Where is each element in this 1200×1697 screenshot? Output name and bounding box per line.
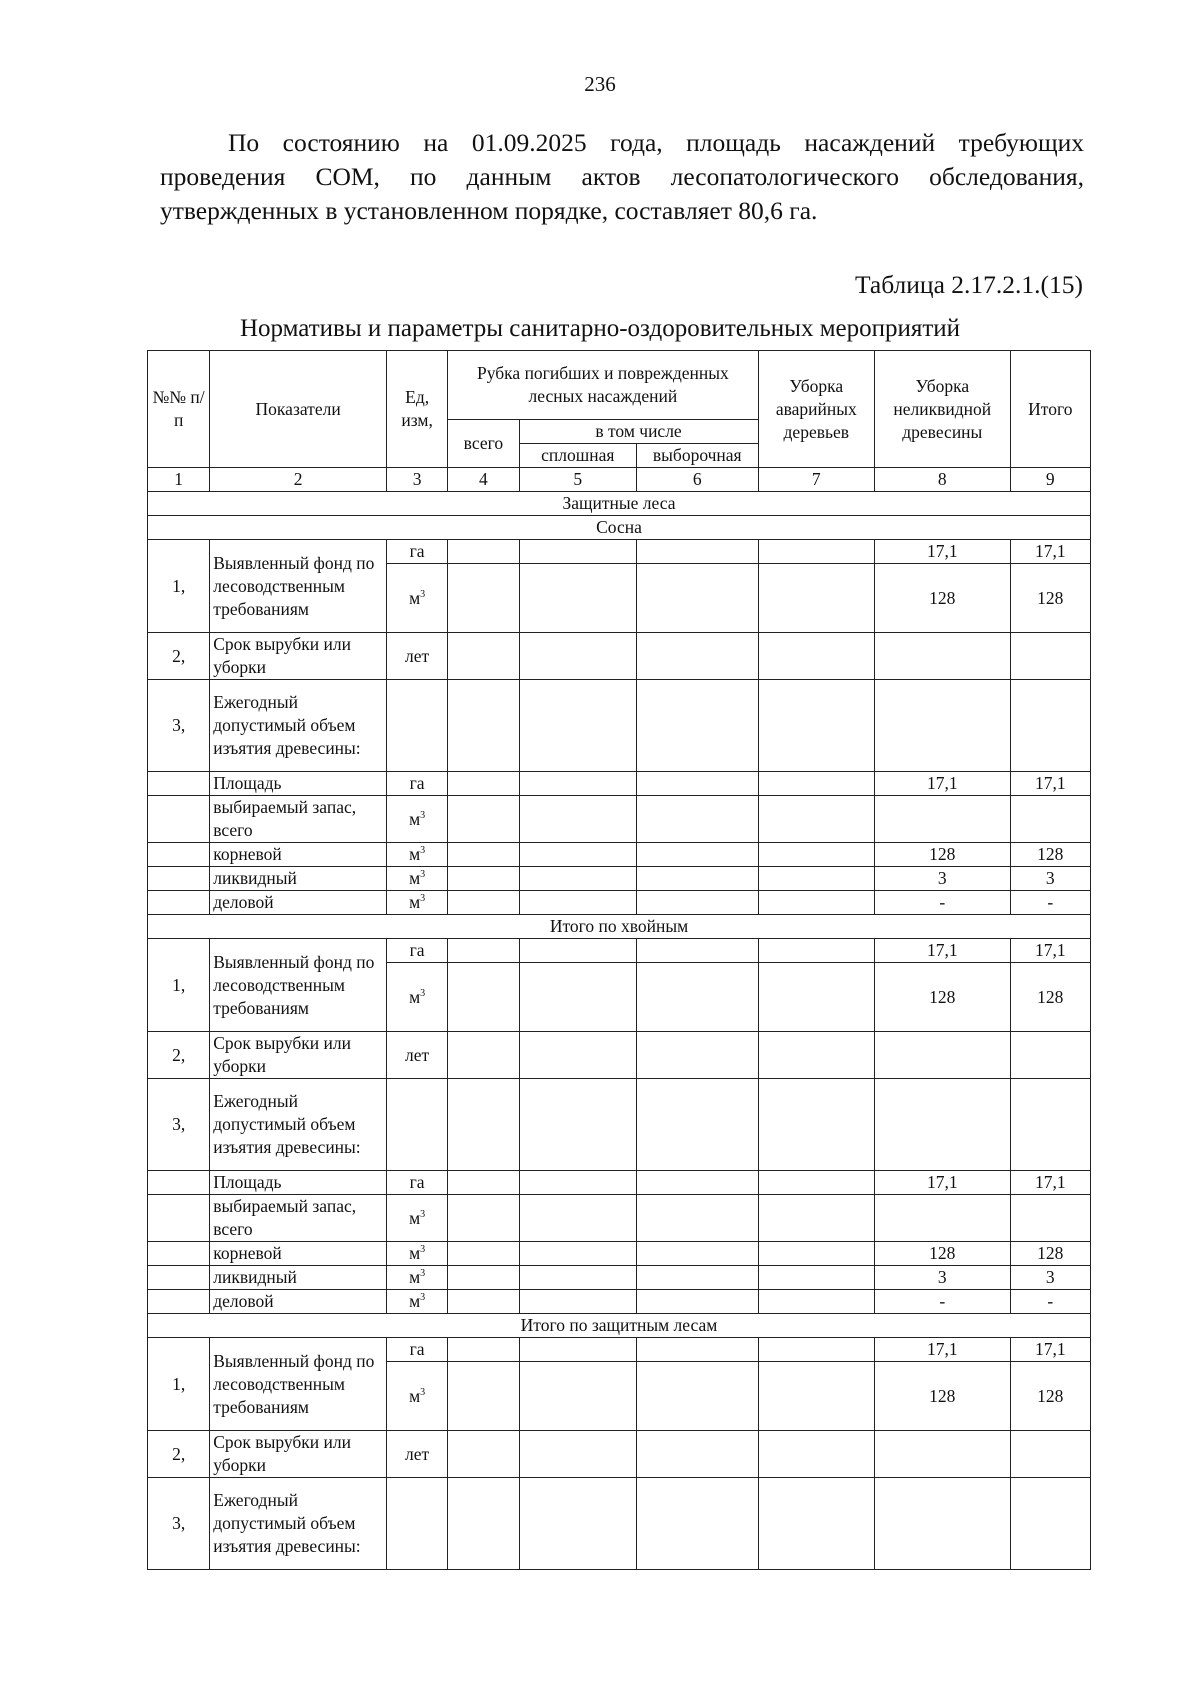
unit-m3: $м^3$ [386, 564, 447, 633]
value-total: 17,1 [1010, 1171, 1090, 1195]
row-label-liquid: ликвидный [210, 1266, 387, 1290]
row-label-stock: выбираемый запас, всего [210, 796, 387, 843]
unit-years: лет [386, 633, 447, 680]
value-total: - [1010, 891, 1090, 915]
row-label-root: корневой [210, 1242, 387, 1266]
row-number: 2, [148, 633, 210, 680]
header-total-all: всего [448, 420, 519, 468]
value-illiquid: 17,1 [875, 939, 1011, 963]
unit-ha: га [386, 1338, 447, 1362]
row-label-term: Срок вырубки или уборки [210, 1431, 387, 1478]
row-label-fund: Выявленный фонд по лесоводственным требованиям [210, 939, 387, 1032]
col-number: 4 [448, 468, 519, 492]
unit-m3: $м^3$ [386, 1362, 447, 1431]
unit-m3: $м^3$ [386, 1290, 447, 1314]
value-total: 128 [1010, 1362, 1090, 1431]
section-protective-forests: Защитные леса [148, 492, 1091, 516]
value-illiquid: 17,1 [875, 540, 1011, 564]
page-number: 236 [584, 72, 616, 96]
header-num: №№ п/п [148, 351, 210, 468]
row-number: 3, [148, 680, 210, 772]
row-label-annual: Ежегодный допустимый объем изъятия древесины: [210, 680, 387, 772]
row-label-root: корневой [210, 843, 387, 867]
value-total: 17,1 [1010, 939, 1090, 963]
unit-m3: $м^3$ [386, 867, 447, 891]
value-total: 17,1 [1010, 540, 1090, 564]
unit-m3: $м^3$ [386, 1242, 447, 1266]
value-illiquid: 128 [875, 1242, 1011, 1266]
value-total: 3 [1010, 867, 1090, 891]
row-number: 1, [148, 1338, 210, 1431]
row-label-area: Площадь [210, 1171, 387, 1195]
row-label-stock: выбираемый запас, всего [210, 1195, 387, 1242]
row-label-term: Срок вырубки или уборки [210, 633, 387, 680]
row-label-annual: Ежегодный допустимый объем изъятия древесины: [210, 1079, 387, 1171]
unit-m3: $м^3$ [386, 891, 447, 915]
col-number: 2 [210, 468, 387, 492]
row-number: 1, [148, 540, 210, 633]
value-illiquid: 3 [875, 1266, 1011, 1290]
value-illiquid: 128 [875, 963, 1011, 1032]
unit-ha: га [386, 1171, 447, 1195]
value-illiquid: 128 [875, 1362, 1011, 1431]
unit-ha: га [386, 939, 447, 963]
col-number: 3 [386, 468, 447, 492]
intro-paragraph: По состоянию на 01.09.2025 года, площадь насаждений требующих проведения СОМ, по данным актов лесопатологического обследования, утвержденных в установленном порядке, составляет 80,6 га. [160, 128, 1084, 225]
unit-m3: $м^3$ [386, 1266, 447, 1290]
row-label-annual: Ежегодный допустимый объем изъятия древесины: [210, 1478, 387, 1570]
section-total-protective: Итого по защитным лесам [148, 1314, 1091, 1338]
norms-table [147, 350, 1091, 1570]
col-number: 5 [519, 468, 636, 492]
header-felling: Рубка погибших и поврежденных лесных насаждений [448, 351, 758, 420]
value-illiquid: 3 [875, 867, 1011, 891]
row-label-fund: Выявленный фонд по лесоводственным требованиям [210, 540, 387, 633]
value-illiquid: 17,1 [875, 1338, 1011, 1362]
value-total: 17,1 [1010, 1338, 1090, 1362]
value-total: 128 [1010, 564, 1090, 633]
row-number: 3, [148, 1478, 210, 1570]
table-number: Таблица 2.17.2.1.(15) [854, 270, 1083, 299]
col-number: 7 [758, 468, 874, 492]
unit-years: лет [386, 1431, 447, 1478]
header-emergency: Уборка аварийных деревьев [758, 351, 874, 468]
section-total-conifers: Итого по хвойным [148, 915, 1091, 939]
unit-ha: га [386, 540, 447, 564]
col-number: 1 [148, 468, 210, 492]
value-total: 128 [1010, 963, 1090, 1032]
unit-m3: $м^3$ [386, 1195, 447, 1242]
header-selective: выборочная [637, 444, 759, 468]
header-unit: Ед, изм, [386, 351, 447, 468]
section-pine: Сосна [148, 516, 1091, 540]
value-total: 3 [1010, 1266, 1090, 1290]
col-number: 9 [1010, 468, 1090, 492]
unit-m3: $м^3$ [386, 796, 447, 843]
col-number: 8 [875, 468, 1011, 492]
unit-years: лет [386, 1032, 447, 1079]
unit-m3: $м^3$ [386, 963, 447, 1032]
row-label-business: деловой [210, 1290, 387, 1314]
unit-m3: $м^3$ [386, 843, 447, 867]
value-total: - [1010, 1290, 1090, 1314]
value-total: 128 [1010, 843, 1090, 867]
header-itogo: Итого [1010, 351, 1090, 468]
header-indicators: Показатели [210, 351, 387, 468]
header-including: в том числе [519, 420, 758, 444]
value-total: 128 [1010, 1242, 1090, 1266]
unit-ha: га [386, 772, 447, 796]
value-illiquid: - [875, 1290, 1011, 1314]
value-illiquid: 17,1 [875, 772, 1011, 796]
header-illiquid: Уборка неликвидной древесины [875, 351, 1011, 468]
row-label-liquid: ликвидный [210, 867, 387, 891]
value-illiquid: 17,1 [875, 1171, 1011, 1195]
row-label-fund: Выявленный фонд по лесоводственным требованиям [210, 1338, 387, 1431]
row-number: 2, [148, 1032, 210, 1079]
row-label-business: деловой [210, 891, 387, 915]
value-total: 17,1 [1010, 772, 1090, 796]
row-number: 2, [148, 1431, 210, 1478]
value-illiquid: - [875, 891, 1011, 915]
value-illiquid: 128 [875, 564, 1011, 633]
col-number: 6 [637, 468, 759, 492]
header-clear: сплошная [519, 444, 636, 468]
row-label-term: Срок вырубки или уборки [210, 1032, 387, 1079]
row-number: 3, [148, 1079, 210, 1171]
value-illiquid: 128 [875, 843, 1011, 867]
table-title: Нормативы и параметры санитарно-оздоровительных мероприятий [239, 315, 961, 342]
row-label-area: Площадь [210, 772, 387, 796]
row-number: 1, [148, 939, 210, 1032]
